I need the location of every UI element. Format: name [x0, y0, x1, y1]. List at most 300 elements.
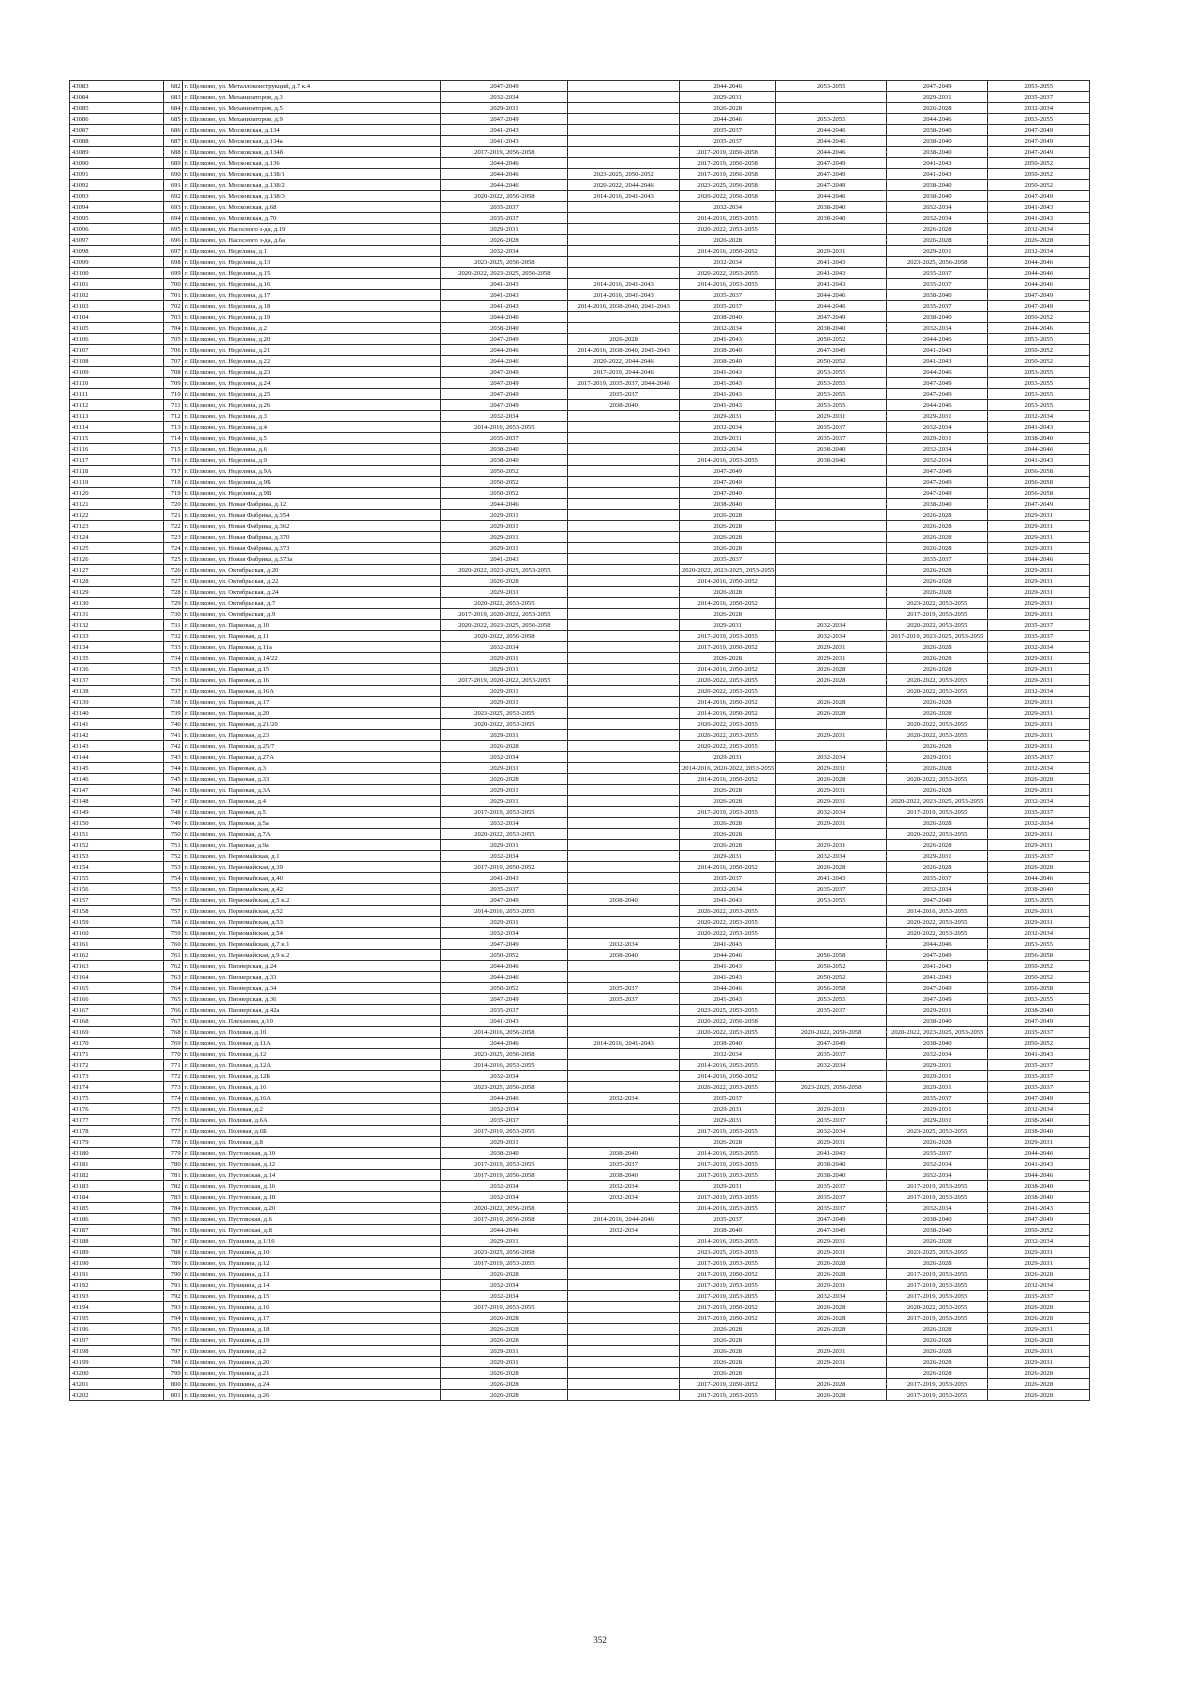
row-number-cell: 773: [164, 1082, 182, 1093]
period-col-1-cell: 2044-2046: [441, 158, 568, 169]
period-col-4-cell: 2026-2028: [776, 675, 887, 686]
table-row: [70, 1093, 1090, 1104]
period-col-2-cell: [568, 1258, 680, 1269]
table-row: [70, 884, 1090, 895]
period-col-3-cell: 2020-2022, 2053-2055: [679, 268, 775, 279]
period-col-5-cell: 2044-2046: [886, 334, 987, 345]
period-col-6-cell: 2044-2046: [988, 554, 1090, 565]
period-col-6-cell: 2026-2028: [988, 862, 1090, 873]
period-col-2-cell: 2020-2022, 2044-2046: [568, 356, 680, 367]
period-col-2-cell: [568, 1357, 680, 1368]
period-col-2-cell: [568, 1137, 680, 1148]
period-col-5-cell: 2044-2046: [886, 400, 987, 411]
period-col-1-cell: 2029-2031: [441, 521, 568, 532]
period-col-2-cell: [568, 763, 680, 774]
period-col-4-cell: 2053-2055: [776, 114, 887, 125]
period-col-4-cell: [776, 477, 887, 488]
row-number-cell: 754: [164, 873, 182, 884]
row-number-cell: 768: [164, 1027, 182, 1038]
row-number-cell: 697: [164, 246, 182, 257]
period-col-4-cell: [776, 609, 887, 620]
period-col-5-cell: 2041-2043: [886, 961, 987, 972]
period-col-6-cell: 2029-2031: [988, 1258, 1090, 1269]
record-id-cell: 43127: [70, 565, 164, 576]
period-col-1-cell: 2038-2040: [441, 455, 568, 466]
period-col-2-cell: 2014-2016, 2038-2040, 2041-2043: [568, 301, 680, 312]
address-cell: г. Щелково, ул. Полевая, д.12: [182, 1049, 441, 1060]
period-col-1-cell: 2044-2046: [441, 356, 568, 367]
period-col-4-cell: [776, 1335, 887, 1346]
period-col-3-cell: 2035-2037: [679, 1214, 775, 1225]
period-col-1-cell: 2020-2022, 2053-2055: [441, 829, 568, 840]
period-col-5-cell: 2026-2028: [886, 763, 987, 774]
record-id-cell: 43196: [70, 1324, 164, 1335]
table-row: [70, 1379, 1090, 1390]
table-row: [70, 488, 1090, 499]
address-cell: г. Щелково, ул. Московская, д.136: [182, 158, 441, 169]
record-id-cell: 43083: [70, 81, 164, 92]
period-col-2-cell: [568, 686, 680, 697]
record-id-cell: 43199: [70, 1357, 164, 1368]
period-col-5-cell: 2035-2037: [886, 554, 987, 565]
period-col-4-cell: 2047-2049: [776, 158, 887, 169]
record-id-cell: 43164: [70, 972, 164, 983]
period-col-5-cell: 2017-2019, 2053-2055: [886, 1313, 987, 1324]
row-number-cell: 761: [164, 950, 182, 961]
address-cell: г. Щелково, ул. Новая Фабрика, д.373а: [182, 554, 441, 565]
period-col-6-cell: 2026-2028: [988, 1368, 1090, 1379]
table-row: [70, 1159, 1090, 1170]
period-col-6-cell: 2035-2037: [988, 1071, 1090, 1082]
period-col-2-cell: [568, 719, 680, 730]
address-cell: г. Щелково, ул. Неделина, д.23: [182, 367, 441, 378]
period-col-4-cell: [776, 917, 887, 928]
address-cell: г. Щелково, ул. Пушкина, д.2: [182, 1346, 441, 1357]
period-col-4-cell: [776, 510, 887, 521]
period-col-6-cell: 2047-2049: [988, 301, 1090, 312]
period-col-1-cell: 2020-2022, 2023-2025, 2056-2058: [441, 620, 568, 631]
address-cell: г. Щелково, ул. Пустовская, д.12: [182, 1159, 441, 1170]
period-col-5-cell: 2026-2028: [886, 818, 987, 829]
address-cell: г. Щелково, ул. Насосного з-да, д.19: [182, 224, 441, 235]
period-col-3-cell: 2020-2022, 2056-2058: [679, 1016, 775, 1027]
address-cell: г. Щелково, ул. Парковая, д.17: [182, 697, 441, 708]
address-cell: г. Щелково, ул. Парковая, д.11: [182, 631, 441, 642]
row-number-cell: 687: [164, 136, 182, 147]
record-id-cell: 43184: [70, 1192, 164, 1203]
period-col-4-cell: 2035-2037: [776, 1005, 887, 1016]
period-col-6-cell: 2026-2028: [988, 1302, 1090, 1313]
period-col-6-cell: 2050-2052: [988, 356, 1090, 367]
address-cell: г. Щелково, ул. Парковая, д.15: [182, 664, 441, 675]
row-number-cell: 730: [164, 609, 182, 620]
table-row: [70, 686, 1090, 697]
period-col-3-cell: 2017-2019, 2050-2052: [679, 1379, 775, 1390]
address-cell: г. Щелково, ул. Октябрьская, д.22: [182, 576, 441, 587]
address-cell: г. Щелково, ул. Первомайская, д.42: [182, 884, 441, 895]
period-col-1-cell: 2029-2031: [441, 917, 568, 928]
table-row: [70, 279, 1090, 290]
period-col-4-cell: 2029-2031: [776, 730, 887, 741]
period-col-1-cell: 2029-2031: [441, 785, 568, 796]
record-id-cell: 43125: [70, 543, 164, 554]
period-col-1-cell: 2017-2019, 2053-2055: [441, 1258, 568, 1269]
period-col-2-cell: [568, 631, 680, 642]
period-col-5-cell: 2017-2019, 2053-2055: [886, 1181, 987, 1192]
address-cell: г. Щелково, ул. Московская, д.134а: [182, 136, 441, 147]
address-cell: г. Щелково, ул. Неделина, д.16: [182, 279, 441, 290]
period-col-2-cell: [568, 521, 680, 532]
period-col-5-cell: 2020-2022, 2053-2055: [886, 928, 987, 939]
period-col-3-cell: 2014-2016, 2053-2055: [679, 213, 775, 224]
period-col-2-cell: [568, 884, 680, 895]
period-col-3-cell: 2041-2043: [679, 334, 775, 345]
address-cell: г. Щелково, ул. Полевая, д.16: [182, 1082, 441, 1093]
period-col-1-cell: 2023-2025, 2056-2058: [441, 1049, 568, 1060]
row-number-cell: 686: [164, 125, 182, 136]
period-col-2-cell: [568, 444, 680, 455]
row-number-cell: 718: [164, 477, 182, 488]
table-row: [70, 1016, 1090, 1027]
table-row: [70, 1027, 1090, 1038]
period-col-1-cell: 2017-2019, 2020-2022, 2053-2055: [441, 609, 568, 620]
table-row: [70, 1192, 1090, 1203]
row-number-cell: 705: [164, 334, 182, 345]
row-number-cell: 791: [164, 1280, 182, 1291]
table-row: [70, 785, 1090, 796]
period-col-4-cell: 2038-2040: [776, 1159, 887, 1170]
row-number-cell: 797: [164, 1346, 182, 1357]
period-col-4-cell: 2044-2046: [776, 301, 887, 312]
address-cell: г. Щелково, ул. Пушкина, д.1/16: [182, 1236, 441, 1247]
period-col-1-cell: 2044-2046: [441, 1038, 568, 1049]
period-col-2-cell: [568, 103, 680, 114]
period-col-2-cell: 2026-2028: [568, 334, 680, 345]
record-id-cell: 43161: [70, 939, 164, 950]
period-col-4-cell: 2047-2049: [776, 1214, 887, 1225]
period-col-4-cell: 2035-2037: [776, 422, 887, 433]
period-col-3-cell: 2014-2016, 2050-2052: [679, 697, 775, 708]
row-number-cell: 682: [164, 81, 182, 92]
period-col-3-cell: 2017-2019, 2053-2055: [679, 1192, 775, 1203]
period-col-1-cell: 2029-2031: [441, 664, 568, 675]
row-number-cell: 702: [164, 301, 182, 312]
period-col-3-cell: 2029-2031: [679, 1104, 775, 1115]
period-col-1-cell: 2044-2046: [441, 972, 568, 983]
record-id-cell: 43175: [70, 1093, 164, 1104]
address-cell: г. Щелково, ул. Парковая, д.11а: [182, 642, 441, 653]
period-col-6-cell: 2029-2031: [988, 1137, 1090, 1148]
period-col-6-cell: 2035-2037: [988, 620, 1090, 631]
table-row: [70, 543, 1090, 554]
row-number-cell: 776: [164, 1115, 182, 1126]
table-row: [70, 741, 1090, 752]
address-cell: г. Щелково, ул. Пустовская, д.18: [182, 1192, 441, 1203]
table-row: [70, 1126, 1090, 1137]
period-col-6-cell: 2038-2040: [988, 1181, 1090, 1192]
table-row: [70, 950, 1090, 961]
period-col-5-cell: 2017-2019, 2053-2055: [886, 1280, 987, 1291]
table-row: [70, 664, 1090, 675]
period-col-4-cell: 2041-2043: [776, 257, 887, 268]
period-col-2-cell: [568, 323, 680, 334]
period-col-3-cell: 2041-2043: [679, 972, 775, 983]
period-col-2-cell: [568, 785, 680, 796]
address-cell: г. Щелково, ул. Парковая, д.4: [182, 796, 441, 807]
address-cell: г. Щелково, ул. Октябрьская, д.9: [182, 609, 441, 620]
period-col-4-cell: 2053-2055: [776, 81, 887, 92]
period-col-3-cell: 2014-2016, 2050-2052: [679, 576, 775, 587]
address-cell: г. Щелково, ул. Парковая, д.16А: [182, 686, 441, 697]
row-number-cell: 716: [164, 455, 182, 466]
period-col-5-cell: 2026-2028: [886, 840, 987, 851]
period-col-1-cell: 2041-2043: [441, 301, 568, 312]
schedule-sheet: [69, 80, 1090, 1401]
record-id-cell: 43149: [70, 807, 164, 818]
period-col-3-cell: 2035-2037: [679, 1093, 775, 1104]
period-col-6-cell: 2053-2055: [988, 389, 1090, 400]
period-col-6-cell: 2056-2058: [988, 466, 1090, 477]
record-id-cell: 43156: [70, 884, 164, 895]
period-col-4-cell: 2050-2052: [776, 972, 887, 983]
row-number-cell: 700: [164, 279, 182, 290]
period-col-3-cell: 2035-2037: [679, 554, 775, 565]
period-col-3-cell: 2038-2040: [679, 1038, 775, 1049]
row-number-cell: 711: [164, 400, 182, 411]
period-col-3-cell: 2035-2037: [679, 136, 775, 147]
record-id-cell: 43192: [70, 1280, 164, 1291]
period-col-4-cell: 2047-2049: [776, 169, 887, 180]
period-col-6-cell: 2050-2052: [988, 180, 1090, 191]
period-col-2-cell: [568, 422, 680, 433]
period-col-6-cell: 2026-2028: [988, 1269, 1090, 1280]
period-col-5-cell: 2026-2028: [886, 1357, 987, 1368]
row-number-cell: 696: [164, 235, 182, 246]
period-col-4-cell: [776, 686, 887, 697]
period-col-5-cell: 2020-2022, 2053-2055: [886, 1302, 987, 1313]
table-row: [70, 631, 1090, 642]
period-col-5-cell: 2044-2046: [886, 367, 987, 378]
period-col-4-cell: 2041-2043: [776, 1148, 887, 1159]
record-id-cell: 43121: [70, 499, 164, 510]
address-cell: г. Щелково, ул. Пушкина, д.26: [182, 1390, 441, 1401]
table-row: [70, 290, 1090, 301]
period-col-2-cell: [568, 642, 680, 653]
period-col-1-cell: 2029-2031: [441, 686, 568, 697]
period-col-3-cell: 2017-2019, 2050-2052: [679, 1269, 775, 1280]
period-col-1-cell: 2032-2034: [441, 818, 568, 829]
period-col-2-cell: [568, 1280, 680, 1291]
table-row: [70, 136, 1090, 147]
period-col-5-cell: 2029-2031: [886, 1115, 987, 1126]
record-id-cell: 43138: [70, 686, 164, 697]
period-col-6-cell: 2029-2031: [988, 708, 1090, 719]
period-col-5-cell: 2041-2043: [886, 972, 987, 983]
period-col-6-cell: 2035-2037: [988, 1060, 1090, 1071]
record-id-cell: 43132: [70, 620, 164, 631]
row-number-cell: 774: [164, 1093, 182, 1104]
period-col-2-cell: 2014-2016, 2041-2043: [568, 279, 680, 290]
period-col-2-cell: [568, 1247, 680, 1258]
table-row: [70, 81, 1090, 92]
row-number-cell: 714: [164, 433, 182, 444]
period-col-6-cell: 2029-2031: [988, 653, 1090, 664]
row-number-cell: 747: [164, 796, 182, 807]
row-number-cell: 726: [164, 565, 182, 576]
period-col-6-cell: 2035-2037: [988, 851, 1090, 862]
period-col-5-cell: 2047-2049: [886, 477, 987, 488]
table-row: [70, 587, 1090, 598]
period-col-6-cell: 2047-2049: [988, 1016, 1090, 1027]
period-col-6-cell: 2032-2034: [988, 411, 1090, 422]
period-col-2-cell: [568, 257, 680, 268]
period-col-4-cell: 2032-2034: [776, 620, 887, 631]
table-row: [70, 477, 1090, 488]
period-col-3-cell: 2026-2028: [679, 1346, 775, 1357]
period-col-2-cell: [568, 917, 680, 928]
period-col-6-cell: 2029-2031: [988, 1346, 1090, 1357]
address-cell: г. Щелково, ул. Новая Фабрика, д.354: [182, 510, 441, 521]
period-col-6-cell: 2047-2049: [988, 1214, 1090, 1225]
address-cell: г. Щелково, ул. Пушкина, д.24: [182, 1379, 441, 1390]
period-col-1-cell: 2035-2037: [441, 202, 568, 213]
record-id-cell: 43115: [70, 433, 164, 444]
period-col-2-cell: [568, 268, 680, 279]
address-cell: г. Щелково, ул. Неделина, д.21: [182, 345, 441, 356]
period-col-2-cell: [568, 609, 680, 620]
record-id-cell: 43147: [70, 785, 164, 796]
record-id-cell: 43146: [70, 774, 164, 785]
row-number-cell: 734: [164, 653, 182, 664]
period-col-5-cell: 2020-2022, 2053-2055: [886, 917, 987, 928]
period-col-1-cell: 2026-2028: [441, 1313, 568, 1324]
period-col-5-cell: 2026-2028: [886, 785, 987, 796]
table-row: [70, 928, 1090, 939]
table-row: [70, 367, 1090, 378]
period-col-3-cell: 2014-2016, 2050-2052: [679, 1071, 775, 1082]
period-col-6-cell: 2038-2040: [988, 1126, 1090, 1137]
period-col-6-cell: 2050-2052: [988, 1225, 1090, 1236]
period-col-5-cell: 2038-2040: [886, 1225, 987, 1236]
address-cell: г. Щелково, ул. Пустовская, д.6: [182, 1214, 441, 1225]
period-col-4-cell: 2038-2040: [776, 455, 887, 466]
address-cell: г. Щелково, ул. Московская, д.138/3: [182, 191, 441, 202]
row-number-cell: 703: [164, 312, 182, 323]
period-col-6-cell: 2044-2046: [988, 1148, 1090, 1159]
period-col-5-cell: 2029-2031: [886, 433, 987, 444]
row-number-cell: 745: [164, 774, 182, 785]
address-cell: г. Щелково, ул. Московская, д.134: [182, 125, 441, 136]
row-number-cell: 729: [164, 598, 182, 609]
period-col-3-cell: 2026-2028: [679, 1335, 775, 1346]
period-col-3-cell: 2014-2016, 2053-2055: [679, 455, 775, 466]
period-col-2-cell: [568, 455, 680, 466]
row-number-cell: 794: [164, 1313, 182, 1324]
period-col-5-cell: 2038-2040: [886, 1038, 987, 1049]
address-cell: г. Щелково, ул. Насосного з-да, д.6а: [182, 235, 441, 246]
row-number-cell: 756: [164, 895, 182, 906]
period-col-4-cell: 2053-2055: [776, 389, 887, 400]
table-row: [70, 1291, 1090, 1302]
period-col-4-cell: 2026-2028: [776, 1390, 887, 1401]
address-cell: г. Щелково, ул. Неделина, д.9: [182, 455, 441, 466]
table-row: [70, 994, 1090, 1005]
period-col-2-cell: 2038-2040: [568, 400, 680, 411]
period-col-5-cell: 2020-2022, 2023-2025, 2053-2055: [886, 796, 987, 807]
period-col-1-cell: 2035-2037: [441, 1115, 568, 1126]
period-col-3-cell: 2014-2016, 2050-2052: [679, 708, 775, 719]
period-col-2-cell: 2023-2025, 2050-2052: [568, 169, 680, 180]
period-col-6-cell: 2035-2037: [988, 92, 1090, 103]
record-id-cell: 43140: [70, 708, 164, 719]
period-col-4-cell: 2038-2040: [776, 213, 887, 224]
period-col-4-cell: 2026-2028: [776, 1258, 887, 1269]
period-col-5-cell: 2029-2031: [886, 1082, 987, 1093]
period-col-5-cell: 2047-2049: [886, 488, 987, 499]
period-col-5-cell: 2038-2040: [886, 312, 987, 323]
record-id-cell: 43136: [70, 664, 164, 675]
address-cell: г. Щелково, ул. Неделина, д.13: [182, 257, 441, 268]
period-col-3-cell: 2044-2046: [679, 81, 775, 92]
row-number-cell: 796: [164, 1335, 182, 1346]
address-cell: г. Щелково, ул. Пушкина, д.13: [182, 1269, 441, 1280]
period-col-4-cell: 2035-2037: [776, 1192, 887, 1203]
table-row: [70, 1302, 1090, 1313]
address-cell: г. Щелково, ул. Пушкина, д.12: [182, 1258, 441, 1269]
period-col-2-cell: [568, 565, 680, 576]
row-number-cell: 771: [164, 1060, 182, 1071]
row-number-cell: 786: [164, 1225, 182, 1236]
address-cell: г. Щелково, ул. Пушкина, д.18: [182, 1324, 441, 1335]
period-col-6-cell: 2032-2034: [988, 928, 1090, 939]
table-row: [70, 851, 1090, 862]
row-number-cell: 740: [164, 719, 182, 730]
record-id-cell: 43162: [70, 950, 164, 961]
period-col-3-cell: 2026-2028: [679, 543, 775, 554]
period-col-6-cell: 2035-2037: [988, 1291, 1090, 1302]
period-col-6-cell: 2053-2055: [988, 378, 1090, 389]
period-col-4-cell: 2032-2034: [776, 1126, 887, 1137]
address-cell: г. Щелково, ул. Пустовская, д.14: [182, 1170, 441, 1181]
period-col-1-cell: 2044-2046: [441, 180, 568, 191]
table-row: [70, 972, 1090, 983]
period-col-6-cell: 2053-2055: [988, 114, 1090, 125]
period-col-5-cell: 2023-2025, 2053-2055: [886, 1247, 987, 1258]
period-col-4-cell: [776, 235, 887, 246]
period-col-6-cell: 2050-2052: [988, 1038, 1090, 1049]
record-id-cell: 43086: [70, 114, 164, 125]
period-col-2-cell: [568, 246, 680, 257]
period-col-5-cell: 2020-2022, 2053-2055: [886, 719, 987, 730]
period-col-2-cell: [568, 312, 680, 323]
record-id-cell: 43187: [70, 1225, 164, 1236]
record-id-cell: 43189: [70, 1247, 164, 1258]
period-col-2-cell: [568, 114, 680, 125]
period-col-3-cell: 2017-2019, 2053-2055: [679, 1390, 775, 1401]
period-col-2-cell: [568, 202, 680, 213]
period-col-4-cell: 2035-2037: [776, 1049, 887, 1060]
period-col-2-cell: [568, 510, 680, 521]
address-cell: г. Щелково, ул. Полевая, д.2: [182, 1104, 441, 1115]
period-col-3-cell: 2014-2016, 2050-2052: [679, 598, 775, 609]
period-col-4-cell: [776, 488, 887, 499]
period-col-3-cell: 2035-2037: [679, 301, 775, 312]
record-id-cell: 43117: [70, 455, 164, 466]
row-number-cell: 767: [164, 1016, 182, 1027]
address-cell: г. Щелково, ул. Октябрьская, д.20: [182, 565, 441, 576]
period-col-1-cell: 2047-2049: [441, 367, 568, 378]
period-col-5-cell: 2029-2031: [886, 1104, 987, 1115]
